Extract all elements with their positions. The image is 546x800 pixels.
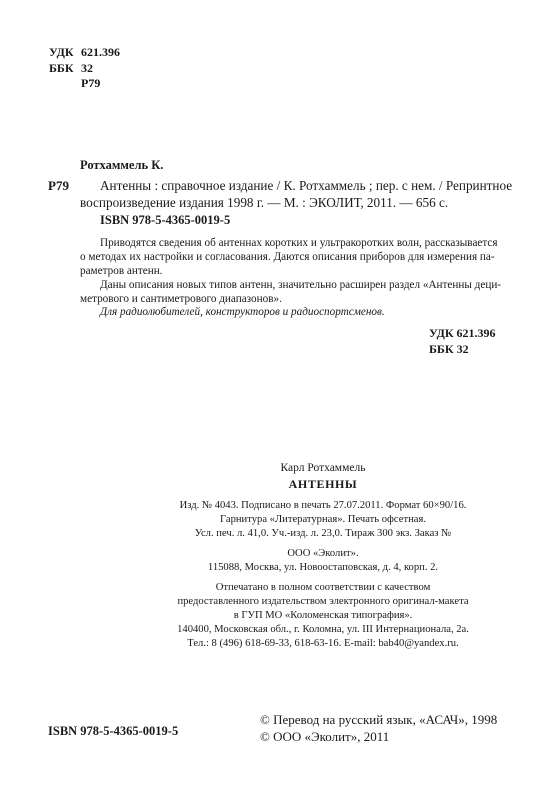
udc-value-top: 621.396 xyxy=(81,45,120,59)
isbn-bottom: ISBN 978-5-4365-0019-5 xyxy=(48,724,179,738)
imprint-printer-address: 140400, Московская обл., г. Коломна, ул. III Интернационала, 2а. xyxy=(177,624,469,635)
bibliographic-description-line-2: воспроизведение издания 1998 г. — М. : ЭКОЛИТ, 2011. — 656 с. xyxy=(80,195,449,210)
imprint-publisher: ООО «Эколит». xyxy=(287,548,359,559)
bbk-label-top: ББК xyxy=(49,61,74,75)
bbk-value-top: 32 xyxy=(81,61,93,75)
copyright-translation: © Перевод на русский язык, «АСАЧ», 1998 xyxy=(260,712,498,727)
isbn-record: ISBN 978-5-4365-0019-5 xyxy=(100,213,231,227)
imprint-line-1: Изд. № 4043. Подписано в печать 27.07.2011. Формат 60×90/16. xyxy=(179,500,467,511)
abstract-line-2: о методах их настройки и согласования. Даются описания приборов для измерения па- xyxy=(80,251,495,263)
bibliographic-description-line-1: Антенны : справочное издание / К. Ротхаммель ; пер. с нем. / Репринтное xyxy=(100,178,513,193)
imprint-line-3: Усл. печ. л. 41,0. Уч.-изд. л. 23,0. Тираж 300 экз. Заказ № xyxy=(194,528,452,539)
author-cutter: Р79 xyxy=(48,178,69,193)
imprint-line-2: Гарнитура «Литературная». Печать офсетная. xyxy=(220,514,426,525)
udc-right: УДК 621.396 xyxy=(429,326,496,340)
imprint-printer-contacts: Тел.: 8 (496) 618-69-33, 618-63-16. E-mail: bab40@yandex.ru. xyxy=(187,638,459,649)
author-cutter-top: Р79 xyxy=(81,76,101,90)
imprint-publisher-address: 115088, Москва, ул. Новоостаповская, д. 4, корп. 2. xyxy=(207,562,439,573)
bbk-right: ББК 32 xyxy=(429,342,469,356)
imprint-printed-line-1: Отпечатано в полном соответствии с качеством xyxy=(215,582,431,593)
abstract-line-1: Приводятся сведения об антеннах коротких и ультракоротких волн, рассказывается xyxy=(100,237,498,249)
audience-note: Для радиолюбителей, конструкторов и радиоспортсменов. xyxy=(100,306,385,318)
abstract-line-4: Даны описания новых типов антенн, значительно расширен раздел «Антенны деци- xyxy=(100,279,502,291)
imprint-printed-line-3: в ГУП МО «Коломенская типография». xyxy=(233,610,413,621)
imprint-author-name: Карл Ротхаммель xyxy=(280,462,366,474)
udc-label-top: УДК xyxy=(49,45,74,59)
abstract-line-5: метрового и сантиметрового диапазонов». xyxy=(80,293,282,305)
imprint-printed-line-2: предоставленного издательством электронного оригинал-макета xyxy=(177,596,469,607)
imprint-book-title: АНТЕННЫ xyxy=(288,477,358,491)
copyright-publisher: © ООО «Эколит», 2011 xyxy=(260,729,390,744)
author-heading: Ротхаммель К. xyxy=(80,158,164,172)
abstract-line-3: раметров антенн. xyxy=(80,265,163,277)
